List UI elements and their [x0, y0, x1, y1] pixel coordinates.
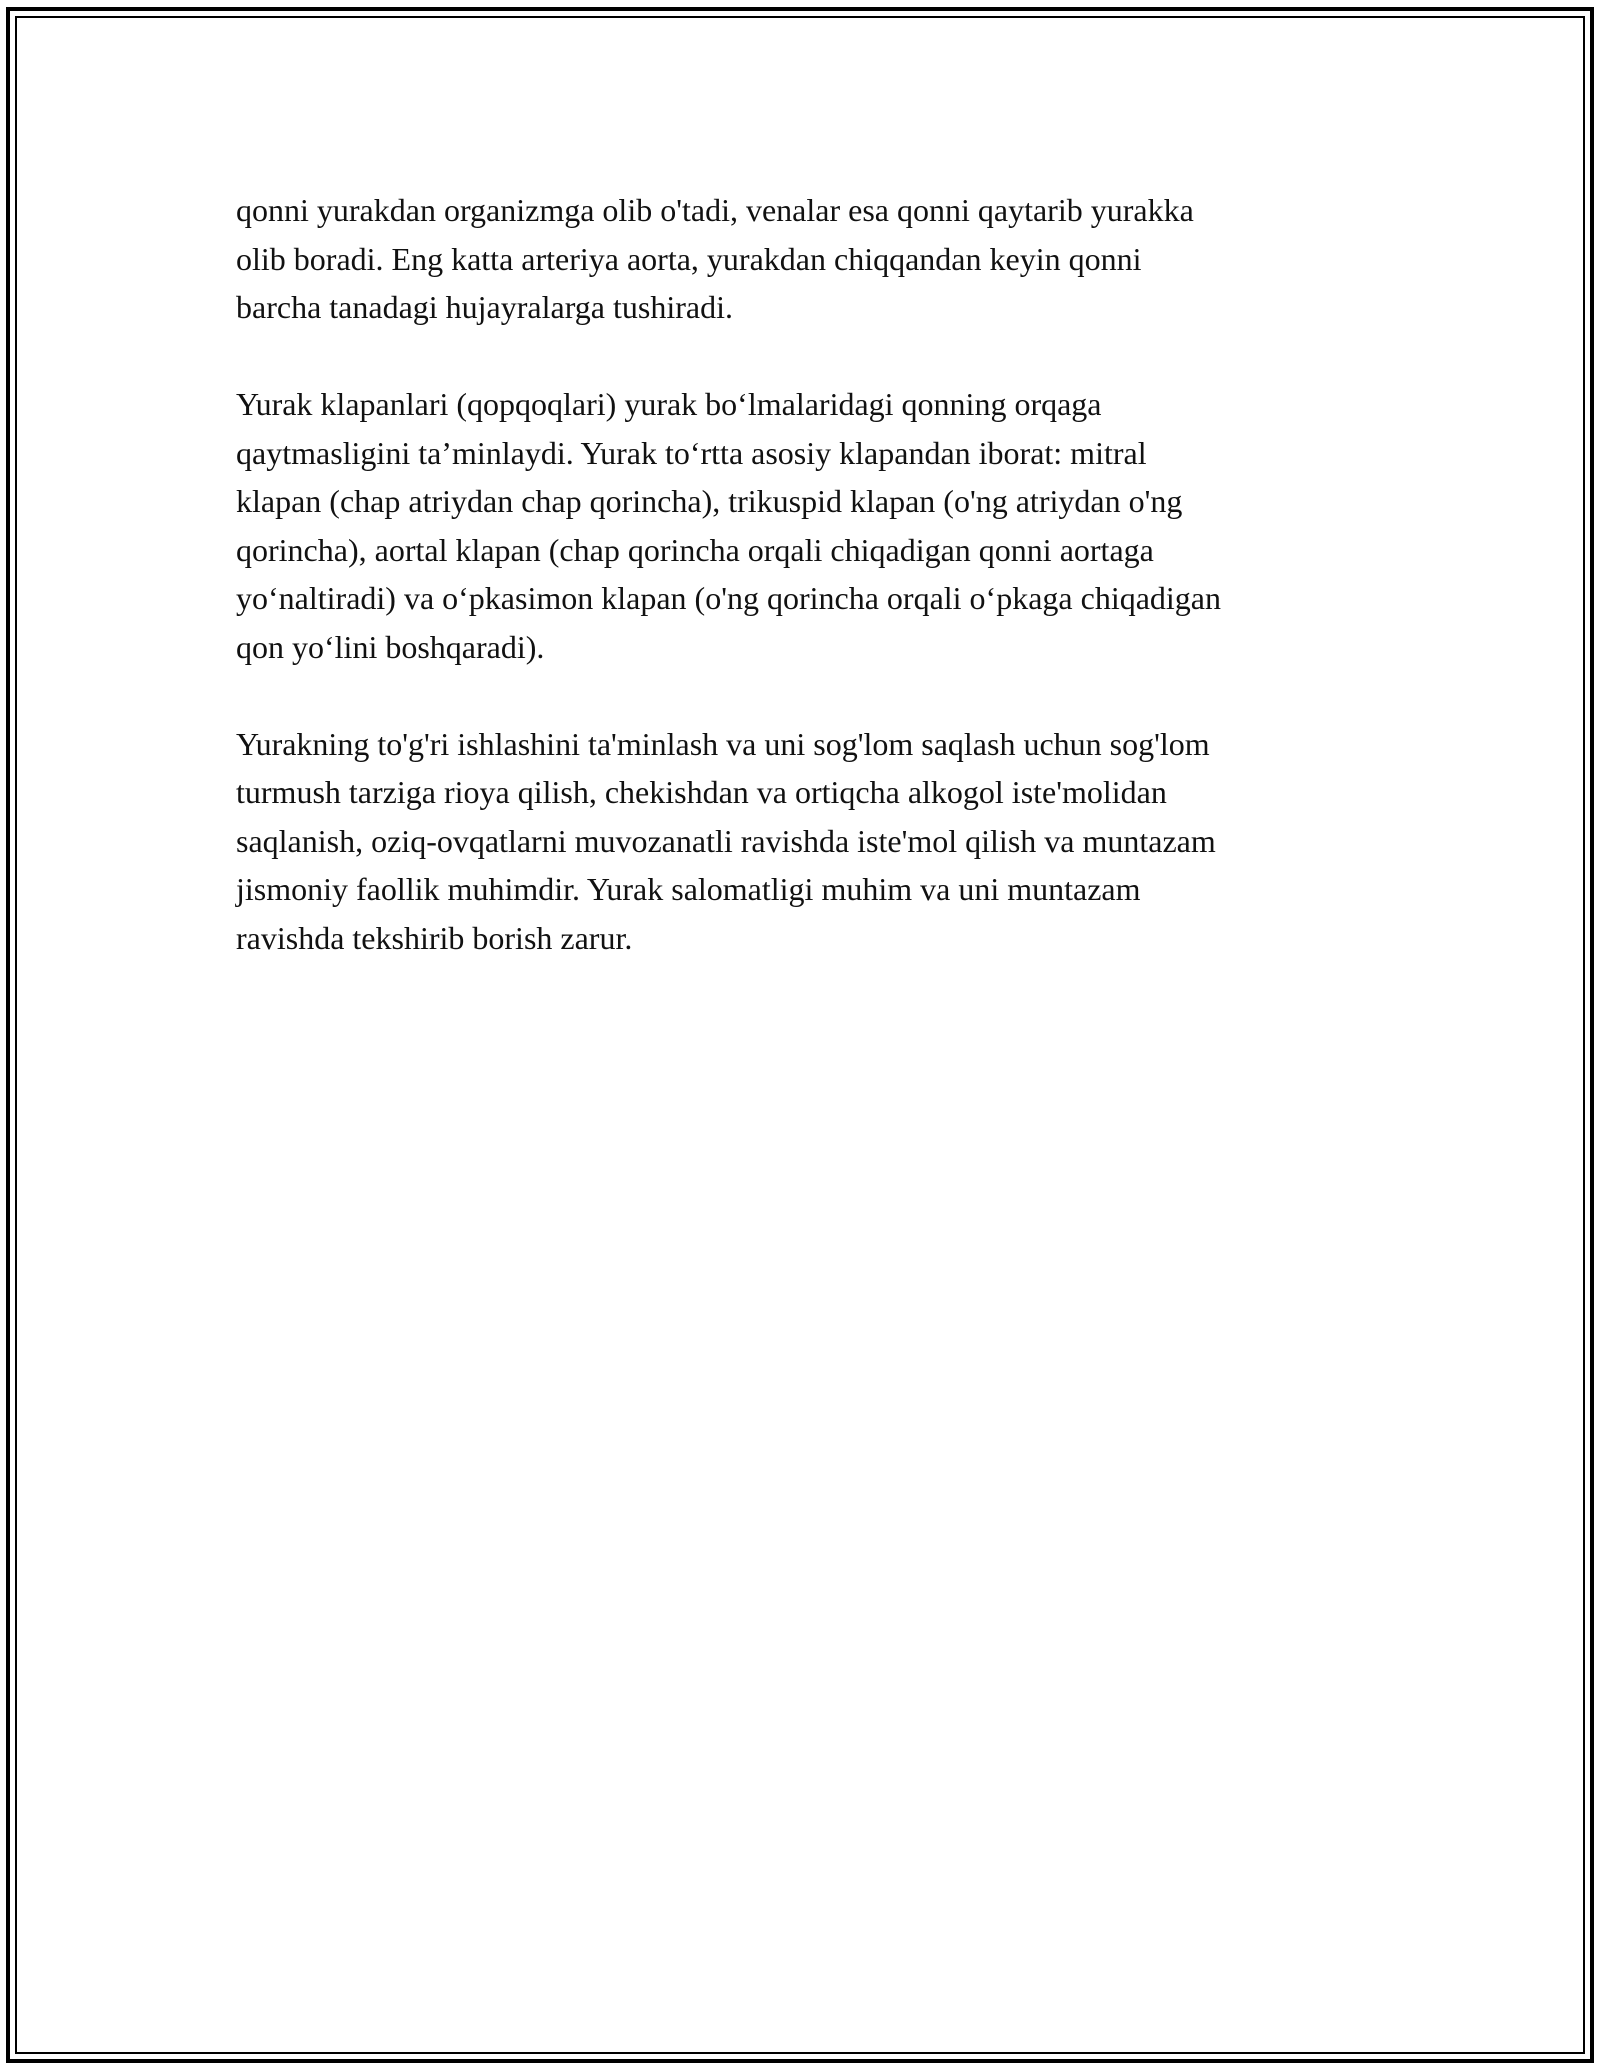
paragraph-heart-health: Yurakning to'g'ri ishlashini ta'minlash va uni sog'lom saqlash uchun sog'lom turmush tarziga rioya qilish, chekishdan va ortiqcha alkogol iste'molidan saqlanish, oziq-ovqatlarni muvozanatli ravishda iste'mol qilish va muntazam jismoniy faollik muhimdir. Yurak salomatligi muhim va uni muntazam ravishda tekshirib borish zarur. — [236, 725, 1216, 956]
paragraph-heart-valves: Yurak klapanlari (qopqoqlari) yurak bo‘lmalaridagi qonning orqaga qaytmasligini ta’minlaydi. Yurak to‘rtta asosiy klapandan iborat: mitral klapan (chap atriydan chap qorincha), trikuspid klapan (o'ng atriydan o'ng qorincha), aortal klapan (chap qorincha orqali chiqadigan qonni aortaga yo‘naltiradi) va o‘pkasimon klapan (o'ng qorincha orqali o‘pkaga chiqadigan qon yo‘lini boshqaradi). — [236, 386, 1221, 665]
paragraph-arteries-veins: qonni yurakdan organizmga olib o'tadi, venalar esa qonni qaytarib yurakka olib boradi. Eng katta arteriya aorta, yurakdan chiqqandan keyin qonni barcha tanadagi hujayralarga tushiradi. — [236, 192, 1194, 325]
document-body — [236, 186, 1376, 1011]
